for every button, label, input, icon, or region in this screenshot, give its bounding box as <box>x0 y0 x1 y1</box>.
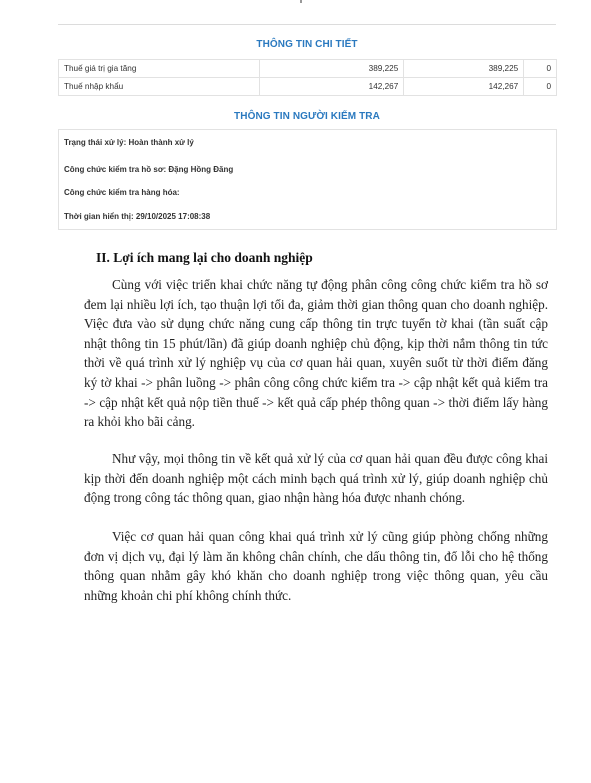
table-row <box>59 60 557 78</box>
top-divider <box>58 24 556 25</box>
tax-name-cell: Thuế nhập khẩu <box>59 78 260 96</box>
display-time-row: Thời gian hiển thị: 29/10/2025 17:08:38 <box>64 212 211 221</box>
detail-section-title: THÔNG TIN CHI TIẾT <box>256 39 358 50</box>
processing-status: Trạng thái xử lý: Hoàn thành xử lý <box>64 138 194 147</box>
tax-name-cell: Thuế giá trị gia tăng <box>59 60 260 78</box>
article-paragraph: Cùng với việc triển khai chức năng tự động phân công công chức kiểm tra hồ sơ đem lại nhiều lợi ích, tạo thuận lợi tối đa, giảm thời gian thông quan cho doanh nghiệp. Việc đưa vào sử dụng chức năng cung cấp thông tin trực tuyến tờ khai (tần suất cập nhật thông tin 15 phút/lần) đã giúp doanh nghiệp chủ động, kịp thời nắm thông tin tức thời về quá trình xử lý nghiệp vụ của cơ quan hải quan, xuyên suốt từ thời điểm đăng ký tờ khai -> phân luồng -> phân công công chức kiểm tra -> cập nhật kết quả kiểm tra -> cập nhật kết quả nộp tiền thuế -> kết quả cấp phép thông quan -> thời điểm lấy hàng ra khỏi kho bãi cảng. <box>84 277 548 430</box>
tax-value-cell: 0 <box>524 78 557 96</box>
inspector-info-box <box>58 129 557 230</box>
tax-value-cell: 0 <box>524 60 557 78</box>
tax-value-cell: 142,267 <box>404 78 524 96</box>
docs-officer-row <box>64 165 233 174</box>
tax-detail-table <box>58 59 557 96</box>
article-paragraph: Việc cơ quan hải quan công khai quá trình xử lý cũng giúp phòng chống những đơn vị dịch vụ, đại lý làm ăn không chân chính, che dấu thông tin, đổ lỗi cho hệ thống thông quan nhằm gây khó khăn cho doanh nghiệp trong việc thông quan, yêu cầu những khoản chi phí không chính thức. <box>84 529 548 603</box>
tax-value-cell: 389,225 <box>404 60 524 78</box>
page-top-mark <box>300 0 302 3</box>
article-heading: II. Lợi ích mang lại cho doanh nghiệp <box>96 250 313 265</box>
inspector-section-title: THÔNG TIN NGƯỜI KIỂM TRA <box>234 111 380 122</box>
goods-officer-row: Công chức kiểm tra hàng hóa: <box>64 188 180 197</box>
table-row <box>59 78 557 96</box>
tax-value-cell: 142,267 <box>259 78 404 96</box>
article-paragraph: Như vậy, mọi thông tin về kết quả xử lý của cơ quan hải quan đều được công khai kịp thời đến doanh nghiệp một cách minh bạch quá trình xử lý, giúp doanh nghiệp chủ động trong công tác thông quan, giao nhận hàng hóa được nhanh chóng. <box>84 451 548 506</box>
docs-officer-text: Công chức kiểm tra hồ sơ: Đặng Hồng Đăng <box>64 165 234 174</box>
tax-value-cell: 389,225 <box>259 60 404 78</box>
